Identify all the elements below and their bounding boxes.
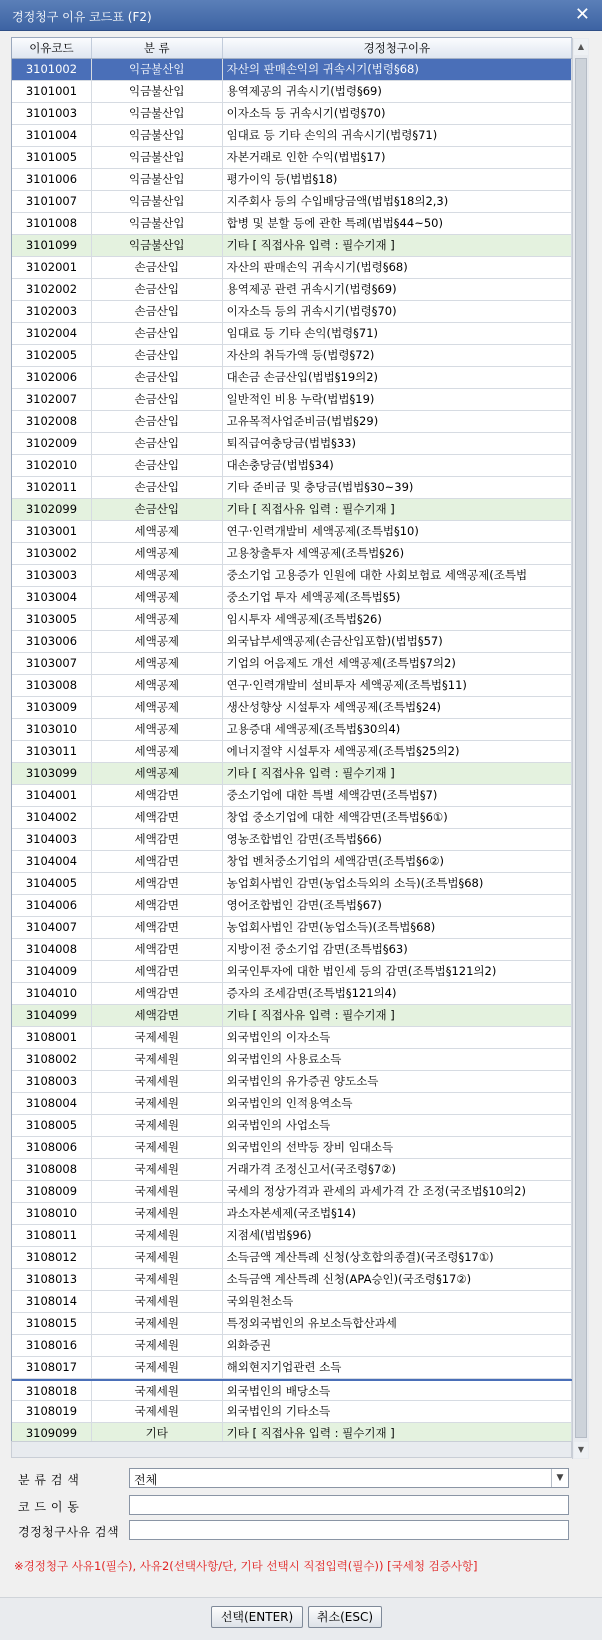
row-code-cell: 3108008: [12, 1159, 92, 1180]
row-code-cell: 3102002: [12, 279, 92, 300]
row-code-cell: 3108019: [12, 1401, 92, 1422]
row-code-cell: 3103002: [12, 543, 92, 564]
table-row[interactable]: [12, 499, 572, 521]
row-reason-cell: 임대료 등 기타 손익(법령§71): [223, 323, 572, 344]
row-code-cell: 3108011: [12, 1225, 92, 1246]
table-row[interactable]: [12, 477, 572, 499]
row-reason-cell: 소득금액 계산특례 신청(상호합의종결)(국조령§17①): [223, 1247, 572, 1268]
row-category-cell: 손금산입: [92, 433, 223, 454]
row-reason-cell: 평가이익 등(법법§18): [223, 169, 572, 190]
row-category-cell: 세액감면: [92, 785, 223, 806]
table-row[interactable]: [12, 323, 572, 345]
row-reason-cell: 증자의 조세감면(조특법§121의4): [223, 983, 572, 1004]
row-category-cell: 세액공제: [92, 609, 223, 630]
row-category-cell: 세액공제: [92, 719, 223, 740]
row-reason-cell: 합병 및 분할 등에 관한 특례(법법§44~50): [223, 213, 572, 234]
table-row[interactable]: [12, 411, 572, 433]
table-row[interactable]: [12, 829, 572, 851]
row-code-cell: 3102001: [12, 257, 92, 278]
row-code-cell: 3103011: [12, 741, 92, 762]
row-category-cell: 국제세원: [92, 1137, 223, 1158]
row-category-cell: 세액감면: [92, 829, 223, 850]
row-code-cell: 3104001: [12, 785, 92, 806]
table-row[interactable]: [12, 1291, 572, 1313]
row-reason-cell: 기타 [ 직접사유 입력 : 필수기재 ]: [223, 499, 572, 520]
table-row[interactable]: [12, 719, 572, 741]
table-row[interactable]: [12, 521, 572, 543]
title-bar: [0, 0, 602, 31]
row-reason-cell: 기타 [ 직접사유 입력 : 필수기재 ]: [223, 763, 572, 784]
table-row[interactable]: [12, 279, 572, 301]
row-category-cell: 세액공제: [92, 565, 223, 586]
row-category-cell: 손금산입: [92, 279, 223, 300]
row-code-cell: 3102009: [12, 433, 92, 454]
row-reason-cell: 기타 준비금 및 충당금(법법§30~39): [223, 477, 572, 498]
row-reason-cell: 농업회사법인 감면(농업소득)(조특법§68): [223, 917, 572, 938]
row-code-cell: 3108015: [12, 1313, 92, 1334]
row-code-cell: 3108014: [12, 1291, 92, 1312]
table-row[interactable]: [12, 235, 572, 257]
row-code-cell: 3108009: [12, 1181, 92, 1202]
row-code-cell: 3103009: [12, 697, 92, 718]
scroll-up-icon[interactable]: ▲: [574, 39, 588, 55]
table-row[interactable]: [12, 1005, 572, 1027]
row-code-cell: 3101004: [12, 125, 92, 146]
row-category-cell: 세액감면: [92, 983, 223, 1004]
table-row[interactable]: [12, 741, 572, 763]
row-reason-cell: 외국법인의 사용료소득: [223, 1049, 572, 1070]
row-category-cell: 손금산입: [92, 345, 223, 366]
table-row[interactable]: [12, 1071, 572, 1093]
row-code-cell: 3101002: [12, 59, 92, 80]
table-row[interactable]: [12, 389, 572, 411]
row-reason-cell: 외국법인의 인적용역소득: [223, 1093, 572, 1114]
cancel-button[interactable]: 취소(ESC): [308, 1606, 382, 1628]
row-code-cell: 3108001: [12, 1027, 92, 1048]
table-row[interactable]: [12, 763, 572, 785]
row-code-cell: 3104004: [12, 851, 92, 872]
row-code-cell: 3104008: [12, 939, 92, 960]
table-row[interactable]: [12, 631, 572, 653]
row-category-cell: 익금불산입: [92, 103, 223, 124]
table-row[interactable]: [12, 367, 572, 389]
row-reason-cell: 임대료 등 기타 손익의 귀속시기(법령§71): [223, 125, 572, 146]
row-reason-cell: 중소기업 투자 세액공제(조특법§5): [223, 587, 572, 608]
row-code-cell: 3101008: [12, 213, 92, 234]
category-select-value: 전체: [134, 1473, 158, 1487]
row-reason-cell: 연구·인력개발비 세액공제(조특법§10): [223, 521, 572, 542]
row-code-cell: 3103007: [12, 653, 92, 674]
row-code-cell: 3108010: [12, 1203, 92, 1224]
row-category-cell: 국제세원: [92, 1093, 223, 1114]
row-category-cell: 손금산입: [92, 367, 223, 388]
table-row[interactable]: [12, 697, 572, 719]
row-category-cell: 세액감면: [92, 873, 223, 894]
row-code-cell: 3104009: [12, 961, 92, 982]
row-reason-cell: 해외현지기업관련 소득: [223, 1357, 572, 1378]
row-category-cell: 세액감면: [92, 917, 223, 938]
table-row[interactable]: [12, 1159, 572, 1181]
row-reason-cell: 중소기업 고용증가 인원에 대한 사회보험료 세액공제(조특법: [223, 565, 572, 586]
row-reason-cell: 기업의 어음제도 개선 세액공제(조특법§7의2): [223, 653, 572, 674]
row-code-cell: 3102099: [12, 499, 92, 520]
row-code-cell: 3108016: [12, 1335, 92, 1356]
table-row[interactable]: [12, 1335, 572, 1357]
row-category-cell: 손금산입: [92, 477, 223, 498]
grid-rows: [12, 59, 572, 1445]
row-code-cell: 3108004: [12, 1093, 92, 1114]
row-reason-cell: 퇴직급여충당금(법법§33): [223, 433, 572, 454]
row-category-cell: 국제세원: [92, 1335, 223, 1356]
row-category-cell: 세액감면: [92, 961, 223, 982]
row-category-cell: 손금산입: [92, 499, 223, 520]
row-category-cell: 국제세원: [92, 1181, 223, 1202]
row-reason-cell: 대손금 손금산입(법법§19의2): [223, 367, 572, 388]
row-code-cell: 3108017: [12, 1357, 92, 1378]
table-row[interactable]: [12, 939, 572, 961]
table-row[interactable]: [12, 433, 572, 455]
row-reason-cell: 일반적인 비용 누락(법법§19): [223, 389, 572, 410]
row-code-cell: 3108018: [12, 1381, 92, 1400]
table-row[interactable]: [12, 807, 572, 829]
row-category-cell: 세액공제: [92, 521, 223, 542]
code-move-input[interactable]: [129, 1495, 569, 1515]
table-row[interactable]: [12, 301, 572, 323]
row-reason-cell: 외국납부세액공제(손금산입포함)(법법§57): [223, 631, 572, 652]
table-row[interactable]: [12, 675, 572, 697]
row-category-cell: 익금불산입: [92, 213, 223, 234]
row-reason-cell: 거래가격 조정신고서(국조령§7②): [223, 1159, 572, 1180]
row-code-cell: 3101099: [12, 235, 92, 256]
table-row[interactable]: [12, 191, 572, 213]
row-code-cell: 3108012: [12, 1247, 92, 1268]
table-row[interactable]: [12, 653, 572, 675]
row-category-cell: 익금불산입: [92, 81, 223, 102]
row-code-cell: 3104010: [12, 983, 92, 1004]
table-row[interactable]: [12, 609, 572, 631]
table-row[interactable]: [12, 1049, 572, 1071]
row-reason-cell: 외국법인의 기타소득: [223, 1401, 572, 1422]
table-row[interactable]: [12, 213, 572, 235]
row-code-cell: 3102007: [12, 389, 92, 410]
row-code-cell: 3108013: [12, 1269, 92, 1290]
row-code-cell: 3101003: [12, 103, 92, 124]
row-code-cell: 3104003: [12, 829, 92, 850]
table-row[interactable]: [12, 785, 572, 807]
table-row[interactable]: [12, 543, 572, 565]
row-category-cell: 세액감면: [92, 851, 223, 872]
row-category-cell: 손금산입: [92, 455, 223, 476]
row-category-cell: 세액감면: [92, 895, 223, 916]
row-reason-cell: 외국법인의 선박등 장비 임대소득: [223, 1137, 572, 1158]
row-code-cell: 3104006: [12, 895, 92, 916]
row-reason-cell: 자산의 판매손익 귀속시기(법령§68): [223, 257, 572, 278]
table-row[interactable]: [12, 455, 572, 477]
row-reason-cell: 국외원천소득: [223, 1291, 572, 1312]
row-category-cell: 기타: [92, 1423, 223, 1444]
reason-search-label: 경정청구사유 검색: [18, 1525, 120, 1539]
row-category-cell: 국제세원: [92, 1313, 223, 1334]
row-category-cell: 익금불산입: [92, 191, 223, 212]
row-category-cell: 세액공제: [92, 741, 223, 762]
row-code-cell: 3103010: [12, 719, 92, 740]
row-code-cell: 3103003: [12, 565, 92, 586]
row-reason-cell: 과소자본세제(국조법§14): [223, 1203, 572, 1224]
row-reason-cell: 이자소득 등의 귀속시기(법령§70): [223, 301, 572, 322]
row-code-cell: 3104005: [12, 873, 92, 894]
row-category-cell: 익금불산입: [92, 169, 223, 190]
code-move-row: [18, 1495, 588, 1515]
table-row[interactable]: [12, 81, 572, 103]
row-code-cell: 3108006: [12, 1137, 92, 1158]
table-row[interactable]: [12, 1313, 572, 1335]
row-reason-cell: 기타 [ 직접사유 입력 : 필수기재 ]: [223, 1423, 572, 1444]
row-reason-cell: 임시투자 세액공제(조특법§26): [223, 609, 572, 630]
table-row[interactable]: [12, 565, 572, 587]
table-row[interactable]: [12, 125, 572, 147]
row-reason-cell: 외국법인의 유가증권 양도소득: [223, 1071, 572, 1092]
row-reason-cell: 농업회사법인 감면(농업소득외의 소득)(조특법§68): [223, 873, 572, 894]
row-code-cell: 3102005: [12, 345, 92, 366]
row-reason-cell: 특정외국법인의 유보소득합산과세: [223, 1313, 572, 1334]
table-row[interactable]: [12, 1225, 572, 1247]
row-reason-cell: 용역제공 관련 귀속시기(법령§69): [223, 279, 572, 300]
row-reason-cell: 외국법인의 이자소득: [223, 1027, 572, 1048]
row-code-cell: 3109099: [12, 1423, 92, 1444]
row-code-cell: 3101001: [12, 81, 92, 102]
row-reason-cell: 고유목적사업준비금(법법§29): [223, 411, 572, 432]
table-row[interactable]: [12, 257, 572, 279]
row-code-cell: 3103001: [12, 521, 92, 542]
window-title: 경정청구 이유 코드표 (F2): [12, 10, 152, 24]
table-row[interactable]: [12, 103, 572, 125]
scroll-thumb[interactable]: [575, 58, 587, 1438]
reason-search-row: [18, 1520, 588, 1540]
row-reason-cell: 외국인투자에 대한 법인세 등의 감면(조특법§121의2): [223, 961, 572, 982]
table-row[interactable]: [12, 983, 572, 1005]
row-category-cell: 세액감면: [92, 807, 223, 828]
button-bar: [0, 1597, 602, 1640]
table-row[interactable]: [12, 1137, 572, 1159]
row-category-cell: 국제세원: [92, 1049, 223, 1070]
table-row[interactable]: [12, 1093, 572, 1115]
table-row[interactable]: [12, 147, 572, 169]
column-header-code[interactable]: 이유코드: [12, 38, 92, 58]
table-row[interactable]: [12, 1357, 572, 1379]
row-code-cell: 3108002: [12, 1049, 92, 1070]
row-category-cell: 국제세원: [92, 1247, 223, 1268]
table-row[interactable]: [12, 587, 572, 609]
row-reason-cell: 자본거래로 인한 수익(법법§17): [223, 147, 572, 168]
row-category-cell: 국제세원: [92, 1225, 223, 1246]
row-category-cell: 세액공제: [92, 631, 223, 652]
column-header-reason[interactable]: 경정청구이유: [223, 38, 572, 58]
table-row[interactable]: [12, 1401, 572, 1423]
chevron-down-icon[interactable]: ▼: [551, 1469, 568, 1487]
table-row[interactable]: [12, 917, 572, 939]
table-row[interactable]: [12, 1269, 572, 1291]
row-category-cell: 국제세원: [92, 1291, 223, 1312]
category-search-row: [18, 1468, 588, 1488]
row-reason-cell: 창업 벤처중소기업의 세액감면(조특법§6②): [223, 851, 572, 872]
row-code-cell: 3108005: [12, 1115, 92, 1136]
table-row[interactable]: [12, 851, 572, 873]
row-category-cell: 손금산입: [92, 301, 223, 322]
table-row[interactable]: [12, 1027, 572, 1049]
row-category-cell: 국제세원: [92, 1159, 223, 1180]
reason-search-input[interactable]: [129, 1520, 569, 1540]
row-code-cell: 3103005: [12, 609, 92, 630]
row-category-cell: 세액공제: [92, 653, 223, 674]
table-row[interactable]: [12, 1247, 572, 1269]
close-icon[interactable]: ✕: [574, 4, 590, 25]
row-reason-cell: 연구·인력개발비 설비투자 세액공제(조특법§11): [223, 675, 572, 696]
row-reason-cell: 기타 [ 직접사유 입력 : 필수기재 ]: [223, 1005, 572, 1026]
row-category-cell: 익금불산입: [92, 235, 223, 256]
row-code-cell: 3101005: [12, 147, 92, 168]
row-category-cell: 익금불산입: [92, 125, 223, 146]
row-code-cell: 3102010: [12, 455, 92, 476]
table-row[interactable]: [12, 1203, 572, 1225]
row-category-cell: 익금불산입: [92, 147, 223, 168]
row-code-cell: 3103006: [12, 631, 92, 652]
row-code-cell: 3101007: [12, 191, 92, 212]
row-reason-cell: 지주회사 등의 수입배당금액(법법§18의2,3): [223, 191, 572, 212]
validation-note: ※경정청구 사유1(필수), 사유2(선택사항/단, 기타 선택시 직접입력(필수)) [국세청 검증사항]: [14, 1559, 478, 1573]
row-reason-cell: 창업 중소기업에 대한 세액감면(조특법§6①): [223, 807, 572, 828]
row-category-cell: 익금불산입: [92, 59, 223, 80]
row-category-cell: 세액공제: [92, 675, 223, 696]
category-search-label: 분 류 검 색: [18, 1473, 80, 1487]
row-reason-cell: 지방이전 중소기업 감면(조특법§63): [223, 939, 572, 960]
table-row[interactable]: [12, 169, 572, 191]
row-reason-cell: 자산의 취득가액 등(법령§72): [223, 345, 572, 366]
row-code-cell: 3103004: [12, 587, 92, 608]
row-code-cell: 3102011: [12, 477, 92, 498]
row-reason-cell: 대손충당금(법법§34): [223, 455, 572, 476]
table-row[interactable]: [12, 1115, 572, 1137]
row-category-cell: 세액감면: [92, 939, 223, 960]
row-category-cell: 손금산입: [92, 257, 223, 278]
row-category-cell: 국제세원: [92, 1269, 223, 1290]
row-code-cell: 3108003: [12, 1071, 92, 1092]
row-reason-cell: 기타 [ 직접사유 입력 : 필수기재 ]: [223, 235, 572, 256]
row-reason-cell: 중소기업에 대한 특별 세액감면(조특법§7): [223, 785, 572, 806]
horizontal-scrollbar[interactable]: [11, 1441, 572, 1458]
row-category-cell: 국제세원: [92, 1115, 223, 1136]
row-code-cell: 3103008: [12, 675, 92, 696]
table-row[interactable]: [12, 895, 572, 917]
row-code-cell: 3103099: [12, 763, 92, 784]
row-reason-cell: 영농조합법인 감면(조특법§66): [223, 829, 572, 850]
row-category-cell: 국제세원: [92, 1203, 223, 1224]
row-category-cell: 국제세원: [92, 1401, 223, 1422]
row-reason-cell: 지점세(법법§96): [223, 1225, 572, 1246]
row-reason-cell: 국세의 정상가격과 관세의 과세가격 간 조정(국조법§10의2): [223, 1181, 572, 1202]
row-code-cell: 3104002: [12, 807, 92, 828]
row-reason-cell: 에너지절약 시설투자 세액공제(조특법§25의2): [223, 741, 572, 762]
row-code-cell: 3102008: [12, 411, 92, 432]
row-category-cell: 국제세원: [92, 1027, 223, 1048]
row-reason-cell: 고용증대 세액공제(조특법§30의4): [223, 719, 572, 740]
row-reason-cell: 외화증권: [223, 1335, 572, 1356]
row-category-cell: 세액공제: [92, 697, 223, 718]
row-category-cell: 손금산입: [92, 411, 223, 432]
select-button[interactable]: 선택(ENTER): [211, 1606, 303, 1628]
row-reason-cell: 용역제공의 귀속시기(법령§69): [223, 81, 572, 102]
scroll-down-icon[interactable]: ▼: [574, 1442, 588, 1458]
row-code-cell: 3101006: [12, 169, 92, 190]
category-select[interactable]: [129, 1468, 569, 1488]
table-row[interactable]: [12, 1379, 572, 1401]
row-category-cell: 손금산입: [92, 323, 223, 344]
row-code-cell: 3104099: [12, 1005, 92, 1026]
table-row[interactable]: [12, 873, 572, 895]
row-reason-cell: 고용창출투자 세액공제(조특법§26): [223, 543, 572, 564]
row-reason-cell: 외국법인의 배당소득: [223, 1381, 572, 1400]
row-reason-cell: 외국법인의 사업소득: [223, 1115, 572, 1136]
table-row[interactable]: [12, 1181, 572, 1203]
table-row[interactable]: [12, 345, 572, 367]
row-reason-cell: 이자소득 등 귀속시기(법령§70): [223, 103, 572, 124]
grid-header: [12, 38, 572, 59]
row-category-cell: 국제세원: [92, 1071, 223, 1092]
row-category-cell: 세액공제: [92, 763, 223, 784]
row-category-cell: 세액공제: [92, 587, 223, 608]
reason-code-grid: [11, 37, 585, 1458]
table-row[interactable]: [12, 961, 572, 983]
row-code-cell: 3104007: [12, 917, 92, 938]
row-reason-cell: 소득금액 계산특례 신청(APA승인)(국조령§17②): [223, 1269, 572, 1290]
code-move-label: 코 드 이 동: [18, 1500, 80, 1514]
row-code-cell: 3102004: [12, 323, 92, 344]
table-row[interactable]: [12, 59, 572, 81]
column-header-category[interactable]: 분 류: [92, 38, 223, 58]
row-code-cell: 3102003: [12, 301, 92, 322]
row-category-cell: 국제세원: [92, 1357, 223, 1378]
row-category-cell: 세액공제: [92, 543, 223, 564]
row-category-cell: 국제세원: [92, 1381, 223, 1400]
vertical-scrollbar[interactable]: [572, 38, 589, 1459]
row-reason-cell: 자산의 판매손익의 귀속시기(법령§68): [223, 59, 572, 80]
row-category-cell: 손금산입: [92, 389, 223, 410]
row-reason-cell: 영어조합법인 감면(조특법§67): [223, 895, 572, 916]
row-code-cell: 3102006: [12, 367, 92, 388]
row-category-cell: 세액감면: [92, 1005, 223, 1026]
row-reason-cell: 생산성향상 시설투자 세액공제(조특법§24): [223, 697, 572, 718]
